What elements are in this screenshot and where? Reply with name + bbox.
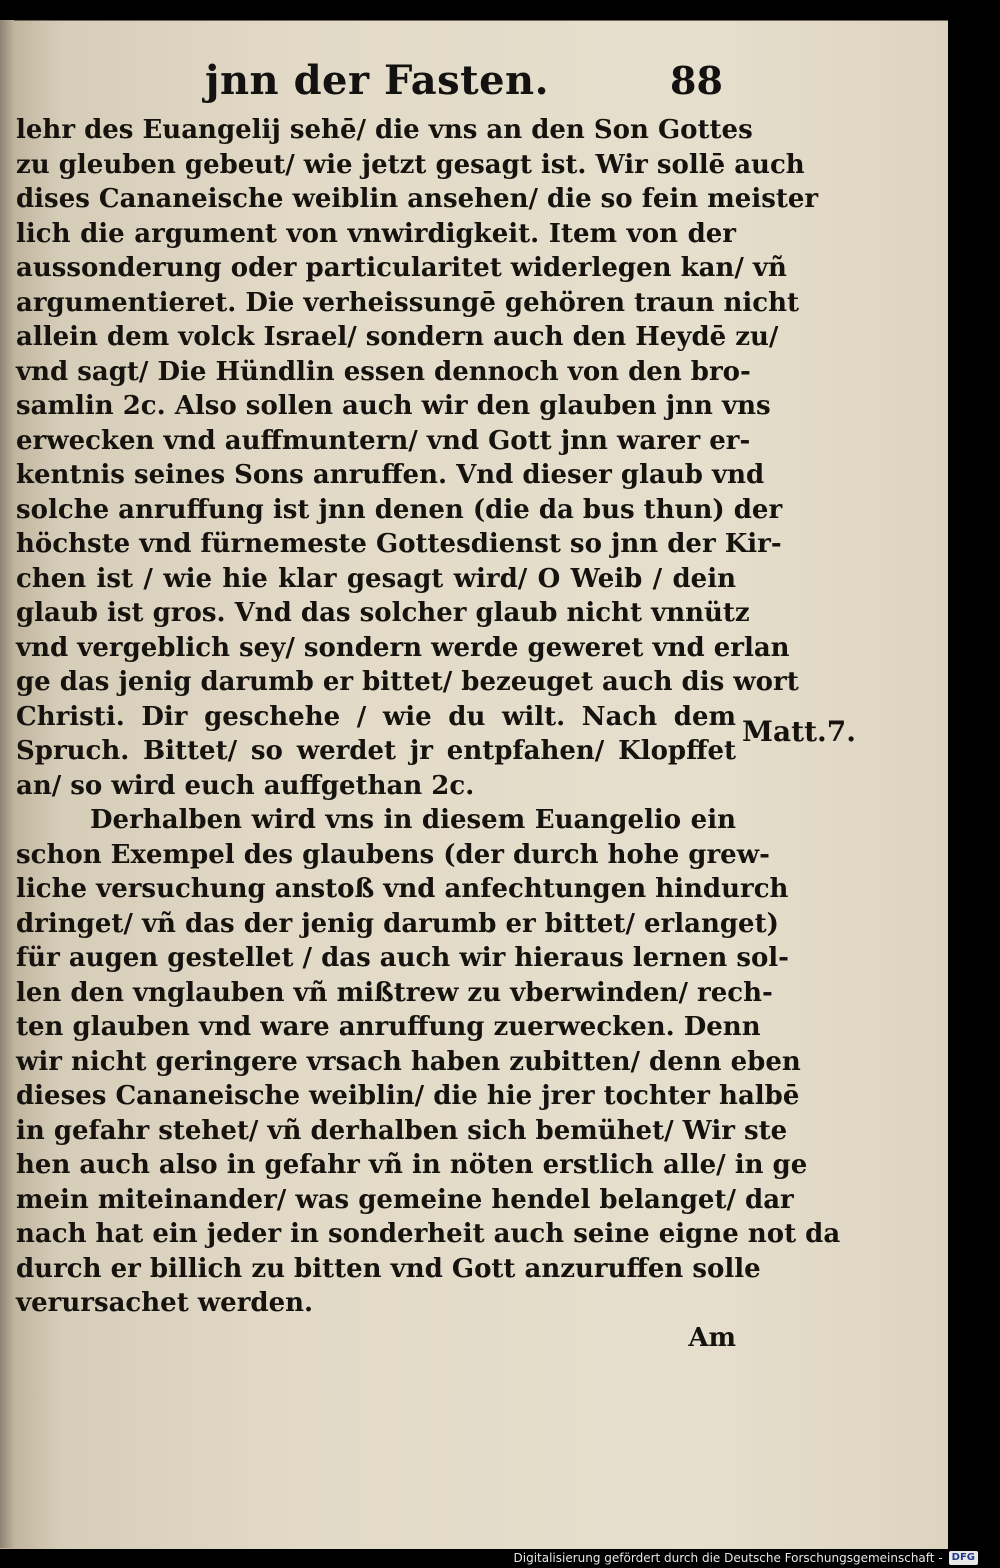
footer-credit-text: Digitalisierung gefördert durch die Deutsche Forschungsgemeinschaft - [513,1551,943,1565]
text-line: vnd sagt/ Die Hündlin essen dennoch von den bro- [16,356,751,387]
text-line: kentnis seines Sons anruffen. Vnd dieser glaub vnd [16,460,765,490]
text-line: glaub ist gros. Vnd das solcher glaub nicht vnnütz [16,598,750,628]
text-line: argumentieret. Die verheissungē gehören traun nicht [16,287,800,318]
text-line: höchste vnd fürnemeste Gottesdienst so jnn der Kir- [16,529,782,559]
text-line: ten glauben vnd ware anruffung zuerwecken. Denn [16,1012,761,1042]
text-line: ge das jenig darumb er bittet/ bezeuget auch dis wort [16,667,799,697]
text-line: zu gleuben gebeut/ wie jetzt gesagt ist. Wir sollē auch [16,149,805,180]
text-line: nach hat ein jeder in sonderheit auch seine eigne not da [16,1219,841,1249]
text-line: dieses Cananeische weiblin/ die hie jrer tochter halbē [16,1081,800,1111]
text-line: dringet/ vñ das der jenig darumb er bittet/ erlanget) [16,908,779,939]
text-line: samlin 2c. Also sollen auch wir den glauben jnn vns [16,391,771,421]
text-line: durch er billich zu bitten vnd Gott anzuruffen solle [16,1253,761,1284]
text-line: an/ so wird euch auffgethan 2c. [16,770,475,801]
text-line: solche anruffung ist jnn denen (die da bus thun) der [16,494,783,525]
scan-background-right [948,0,1000,1568]
text-line: hen auch also in gefahr vñ in nöten erstlich alle/ in ge [16,1150,808,1180]
text-line: vnd vergeblich sey/ sondern werde geweret vnd erlan [16,632,790,663]
text-line: für augen gestellet / das auch wir hieraus lernen sol- [16,943,789,973]
page-gutter-edge [0,20,14,1548]
text-line: Christi. Dir geschehe / wie du wilt. Nach dem [16,701,736,732]
catchword: Am [688,1322,736,1353]
text-line: lehr des Euangelij sehē/ die vns an den Son Gottes [16,115,753,145]
text-line: wir nicht geringere vrsach haben zubitten/ denn eben [16,1046,801,1077]
text-line: Spruch. Bittet/ so werdet jr entpfahen/ Klopffet [16,736,736,766]
text-line: lich die argument von vnwirdigkeit. Item von der [16,218,736,249]
page-number: 88 [670,58,723,103]
paragraph-start-line: Derhalben wird vns in diesem Euangelio ein [90,805,736,835]
running-title: jnn der Fasten. [205,57,550,104]
text-line: liche versuchung anstoß vnd anfechtungen hindurch [16,874,789,904]
text-line: len den vnglauben vñ mißtrew zu vberwinden/ rech- [16,977,773,1008]
text-line: allein dem volck Israel/ sondern auch den Heydē zu/ [16,322,779,352]
dfg-logo: DFG [949,1551,978,1565]
footer-credit [514,1548,979,1568]
text-line: erwecken vnd auffmuntern/ vnd Gott jnn warer er- [16,425,751,456]
text-line: chen ist / wie hie klar gesagt wird/ O Weib / dein [16,563,736,594]
page-header [0,58,948,108]
text-line: in gefahr stehet/ vñ derhalben sich bemühet/ Wir ste [16,1115,788,1146]
text-line: aussonderung oder particularitet widerlegen kan/ vñ [16,253,787,283]
text-line: dises Cananeische weiblin ansehen/ die so fein meister [16,184,819,214]
text-line: schon Exempel des glaubens (der durch hohe grew- [16,839,770,870]
text-line: verursachet werden. [16,1288,314,1318]
margin-reference: Matt.7. [742,715,856,748]
text-line: mein miteinander/ was gemeine hendel belanget/ dar [16,1184,794,1215]
